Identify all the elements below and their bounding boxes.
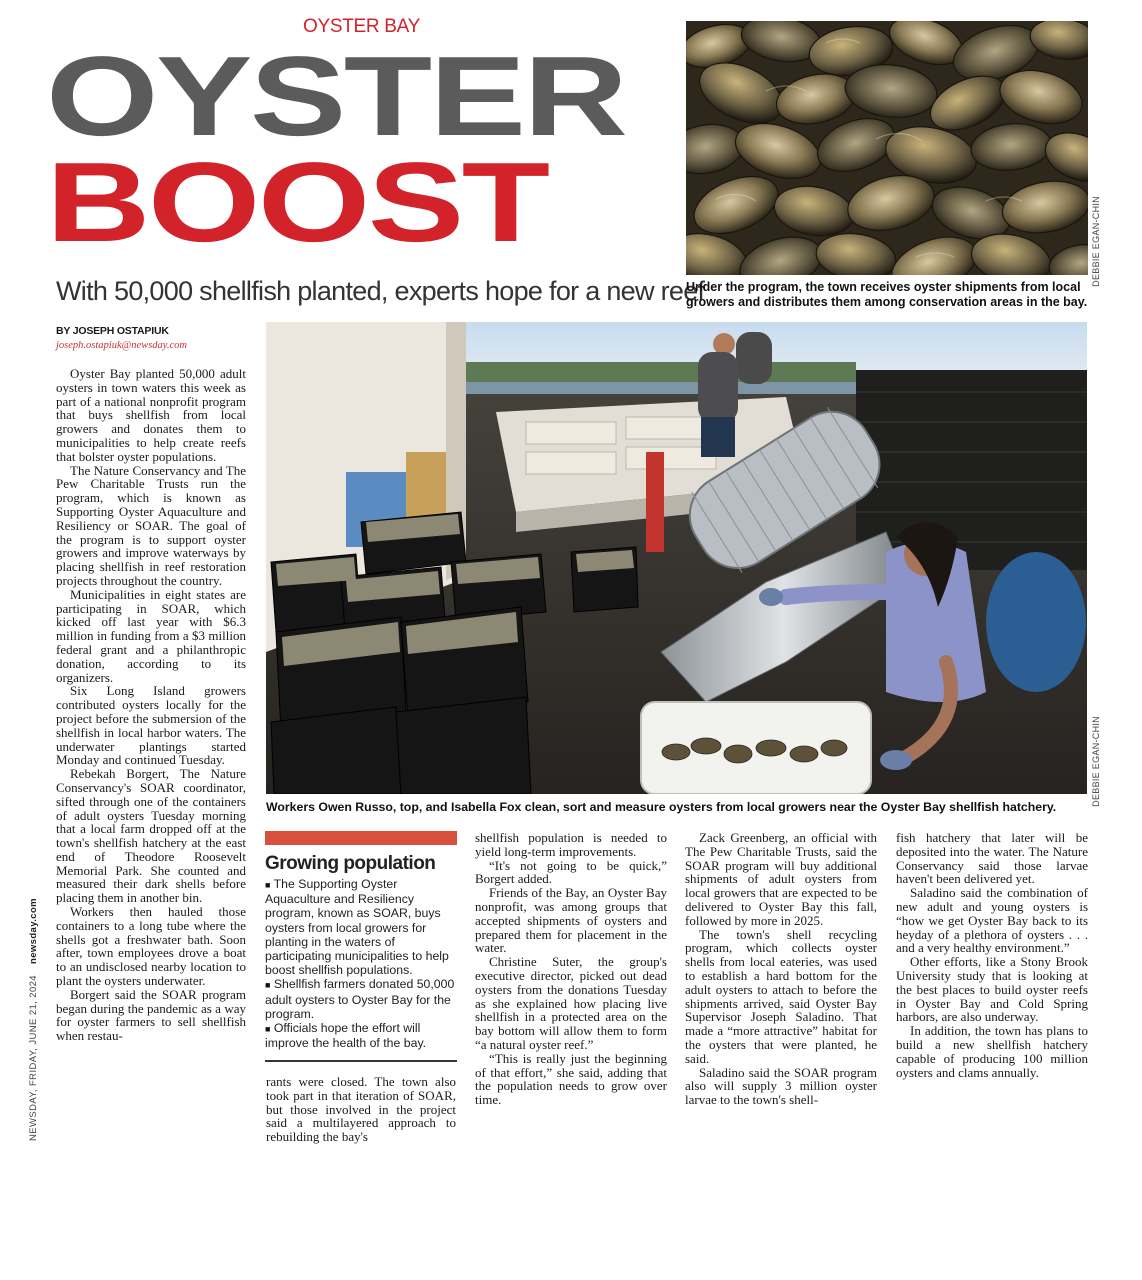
sidebar-list <box>265 877 457 1050</box>
paragraph: The town's shell recycling program, which collects oyster shells from local eateries, was used to establish a hard bottom for the adult oysters to attach to before the shipments arrived, said Oyster Bay Supervisor Joseph Saladino. That made a “more attractive” habitat for the oysters that were planted, he said. <box>685 926 877 1066</box>
sidebar-box <box>265 831 457 1062</box>
paragraph: Borgert said the SOAR program began during the pandemic as a way for oyster farmers to sell shellfish when restau- <box>56 986 246 1044</box>
article-column-5 <box>896 831 1088 1079</box>
paragraph: Rebekah Borgert, The Nature Conservancy's SOAR coordinator, sifted through one of the containers of adult oysters Tuesday morning that a local farm dropped off at the town's shellfish hatchery at the east end of Theodore Roosevelt Memorial Park. She counted and measured their dark shells before placing them in another bin. <box>56 766 246 906</box>
workers-scene-illustration <box>266 322 1087 794</box>
headline-line2: BOOST <box>46 139 548 265</box>
paragraph: Zack Greenberg, an official with The Pew Charitable Trusts, said the SOAR program will buy additional shipments of adult oysters from local growers that are expected to be delivered to Oyster Bay this fall, followed by more in 2025. <box>685 830 877 928</box>
paragraph: The Nature Conservancy and The Pew Charitable Trusts run the program, which is known as Supporting Oyster Aquaculture and Resiliency or SOAR. The goal of the program is to support oyster growers and improve waterways by placing shellfish in reef restoration projects throughout the country. <box>56 462 246 588</box>
paragraph: In addition, the town has plans to build a new shellfish hatchery capable of producing 100 million oysters and clams annually. <box>896 1023 1088 1080</box>
paragraph: Other efforts, like a Stony Brook University study that is looking at the best places to build oyster reefs in Oyster Bay and Cold Spring harbors, are also underway. <box>896 954 1088 1025</box>
paragraph: rants were closed. The town also took part in that iteration of SOAR, but those involved in the project said a multilayered approach to rebuilding the bay's <box>266 1074 456 1145</box>
main-photo-credit: DEBBIE EGAN-CHIN <box>1091 716 1101 807</box>
square-bullet-icon: ■ <box>265 880 271 890</box>
top-photo-caption: Under the program, the town receives oyster shipments from local growers and distributes them among conservation areas in the bay. <box>686 280 1088 309</box>
paragraph: “This is really just the beginning of that effort,” she said, adding that the population needs to grow over time. <box>475 1050 667 1108</box>
square-bullet-icon: ■ <box>265 980 271 991</box>
paragraph: Saladino said the combination of new adult and young oysters is “how we get Oyster Bay back to its heyday of a plethora of oysters . . . and a very healthy environment.” <box>896 885 1088 956</box>
article-column-1 <box>56 367 246 1043</box>
main-photo-caption: Workers Owen Russo, top, and Isabella Fox clean, sort and measure oysters from local growers near the Oyster Bay shellfish hatchery. <box>266 800 1057 814</box>
deck-subheadline: With 50,000 shellfish planted, experts hope for a new reef <box>56 276 705 306</box>
author-email[interactable]: joseph.ostapiuk@newsday.com <box>56 340 187 351</box>
paragraph: Municipalities in eight states are participating in SOAR, which kicked off last year with $6.3 million in funding from a $3 million federal grant and a philanthropic donation, according to its organizers. <box>56 586 246 685</box>
article-column-2 <box>266 1075 456 1144</box>
workers-sorting-photo <box>266 322 1087 794</box>
paragraph: shellfish population is needed to yield long-term improvements. <box>475 830 667 859</box>
section-label: OYSTER BAY <box>303 16 421 37</box>
sidebar-item-text: Officials hope the effort will improve the health of the bay. <box>265 1021 427 1051</box>
margin-site: newsday.com <box>28 898 39 964</box>
headline-line1: OYSTER <box>46 33 626 159</box>
sidebar-item <box>265 1021 457 1050</box>
article-column-4 <box>685 831 877 1107</box>
article-column-3 <box>475 831 667 1107</box>
sidebar-item-text: The Supporting Oyster Aquaculture and Resiliency program, known as SOAR, buys oysters from local growers for planting in the waters of participating municipalities to help boost shellfish populations. <box>265 877 449 978</box>
paragraph: Friends of the Bay, an Oyster Bay nonprofit, was among groups that accepted shipments of oysters and prepared them for placement in the water. <box>475 885 667 956</box>
byline: BY JOSEPH OSTAPIUK <box>56 325 169 337</box>
paragraph: Workers then hauled those containers to a long tube where the shells got a freshwater bath. Soon after, town employees drove a boat to an undisclosed nearby location to plant the oysters underwater. <box>56 904 246 989</box>
sidebar-item-text: Shellfish farmers donated 50,000 adult oysters to Oyster Bay for the program. <box>265 977 455 1021</box>
square-bullet-icon: ■ <box>265 1024 271 1035</box>
paragraph: fish hatchery that later will be deposited into the water. The Nature Conservancy said those larvae haven't been delivered yet. <box>896 830 1088 887</box>
paragraph: Saladino said the SOAR program also will supply 3 million oyster larvae to the town's shell- <box>685 1064 877 1108</box>
top-photo-credit: DEBBIE EGAN-CHIN <box>1091 196 1101 287</box>
paragraph: Six Long Island growers contributed oysters locally for the project before the submersion of the shellfish in local harbor waters. The underwater plantings started Monday and continued Tuesday. <box>56 683 246 768</box>
sidebar-item <box>265 977 457 1021</box>
oyster-pile-illustration <box>686 21 1088 275</box>
oyster-pile-photo <box>686 21 1088 275</box>
paragraph: Christine Suter, the group's executive director, picked out dead oysters from the donations Tuesday as she explained how placing live shellfish in a protected area on the bay bottom will allow them to form “a natural oyster reef.” <box>475 954 667 1052</box>
sidebar-title: Growing population <box>265 853 436 874</box>
paragraph: Oyster Bay planted 50,000 adult oysters in town waters this week as part of a national nonprofit program that buys shellfish from local growers and donates them to municipalities to help create reefs that bolster oyster populations. <box>56 366 246 464</box>
paragraph: “It's not going to be quick,” Borgert added. <box>475 857 667 887</box>
margin-folio: NEWSDAY, FRIDAY, JUNE 21, 2024 <box>28 975 39 1141</box>
sidebar-bottom-rule <box>265 1060 457 1062</box>
sidebar-accent-bar <box>265 831 457 845</box>
sidebar-item <box>265 877 457 977</box>
